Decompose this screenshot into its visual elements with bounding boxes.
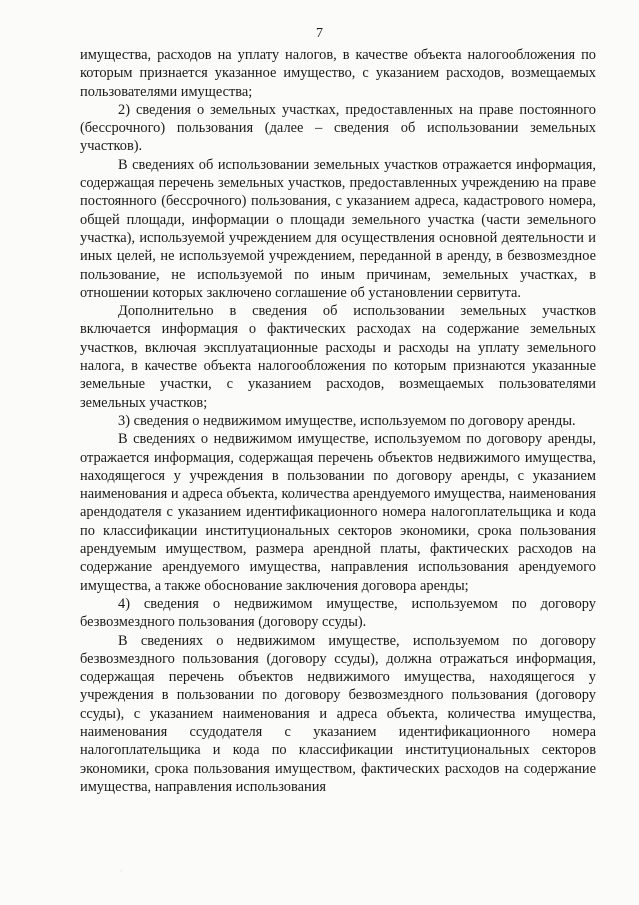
scan-speck	[120, 870, 122, 872]
paragraph-2: 2) сведения о земельных участках, предоставленных на праве постоянного (бессрочного) пользования (далее – сведения об использовании земельных участков).	[80, 101, 596, 155]
paragraph-8: В сведениях о недвижимом имуществе, используемом по договору безвозмездного пользования (договору ссуды), должна отражаться информация, содержащая перечень объектов недвижимого имущества, находящегося у учреждения в пользовании по договору безвозмездного пользования (договору ссуды), с указанием наименования и адреса объекта, количества имущества, наименования ссудодателя с указанием идентификационного номера налогоплательщика и кода по классификации институциональных секторов экономики, срока пользования имуществом, фактических расходов на содержание имущества, направления использования	[80, 632, 596, 795]
paragraph-4: Дополнительно в сведения об использовании земельных участков включается информация о фактических расходах на содержание земельных участков, включая эксплуатационные расходы и расходы на уплату земельного налога, в качестве объекта налогообложения по которым признаются указанные земельные участки, с указанием расходов, возмещаемых пользователями земельных участков;	[80, 303, 596, 411]
paragraph-7: 4) сведения о недвижимом имуществе, используемом по договору безвозмездного пользования (договору ссуды).	[80, 595, 596, 631]
paragraph-5: 3) сведения о недвижимом имуществе, используемом по договору аренды.	[118, 412, 576, 429]
page-number: 7	[316, 26, 323, 41]
document-body	[80, 46, 596, 796]
paragraph-6: В сведениях о недвижимом имуществе, используемом по договору аренды, отражается информация, содержащая перечень объектов недвижимого имущества, находящегося у учреждения в пользовании по договору аренды, с указанием наименования и адреса объекта, количества арендуемого имущества, наименования арендодателя с указанием идентификационного номера налогоплательщика и кода по классификации институциональных секторов экономики, срока пользования арендуемым имуществом, размера арендной платы, фактических расходов на содержание арендуемого имущества, направления использования арендуемого имущества, а также обоснование заключения договора аренды;	[80, 431, 596, 594]
paragraph-1: имущества, расходов на уплату налогов, в качестве объекта налогообложения по которым признается указанное имущество, с указанием расходов, возмещаемых пользователями имущества;	[80, 47, 596, 100]
paragraph-3: В сведениях об использовании земельных участков отражается информация, содержащая перечень земельных участков, предоставленных учреждению на праве постоянного (бессрочного) пользования, с указанием адреса, кадастрового номера, общей площади, информации о площади земельного участка (части земельного участка), используемой учреждением для осуществления основной деятельности и иных целей, не используемой учреждением, переданной в аренду, в безвозмездное пользование, не используемой по иным причинам, земельных участках, в отношении которых заключено соглашение об установлении сервитута.	[80, 156, 596, 301]
